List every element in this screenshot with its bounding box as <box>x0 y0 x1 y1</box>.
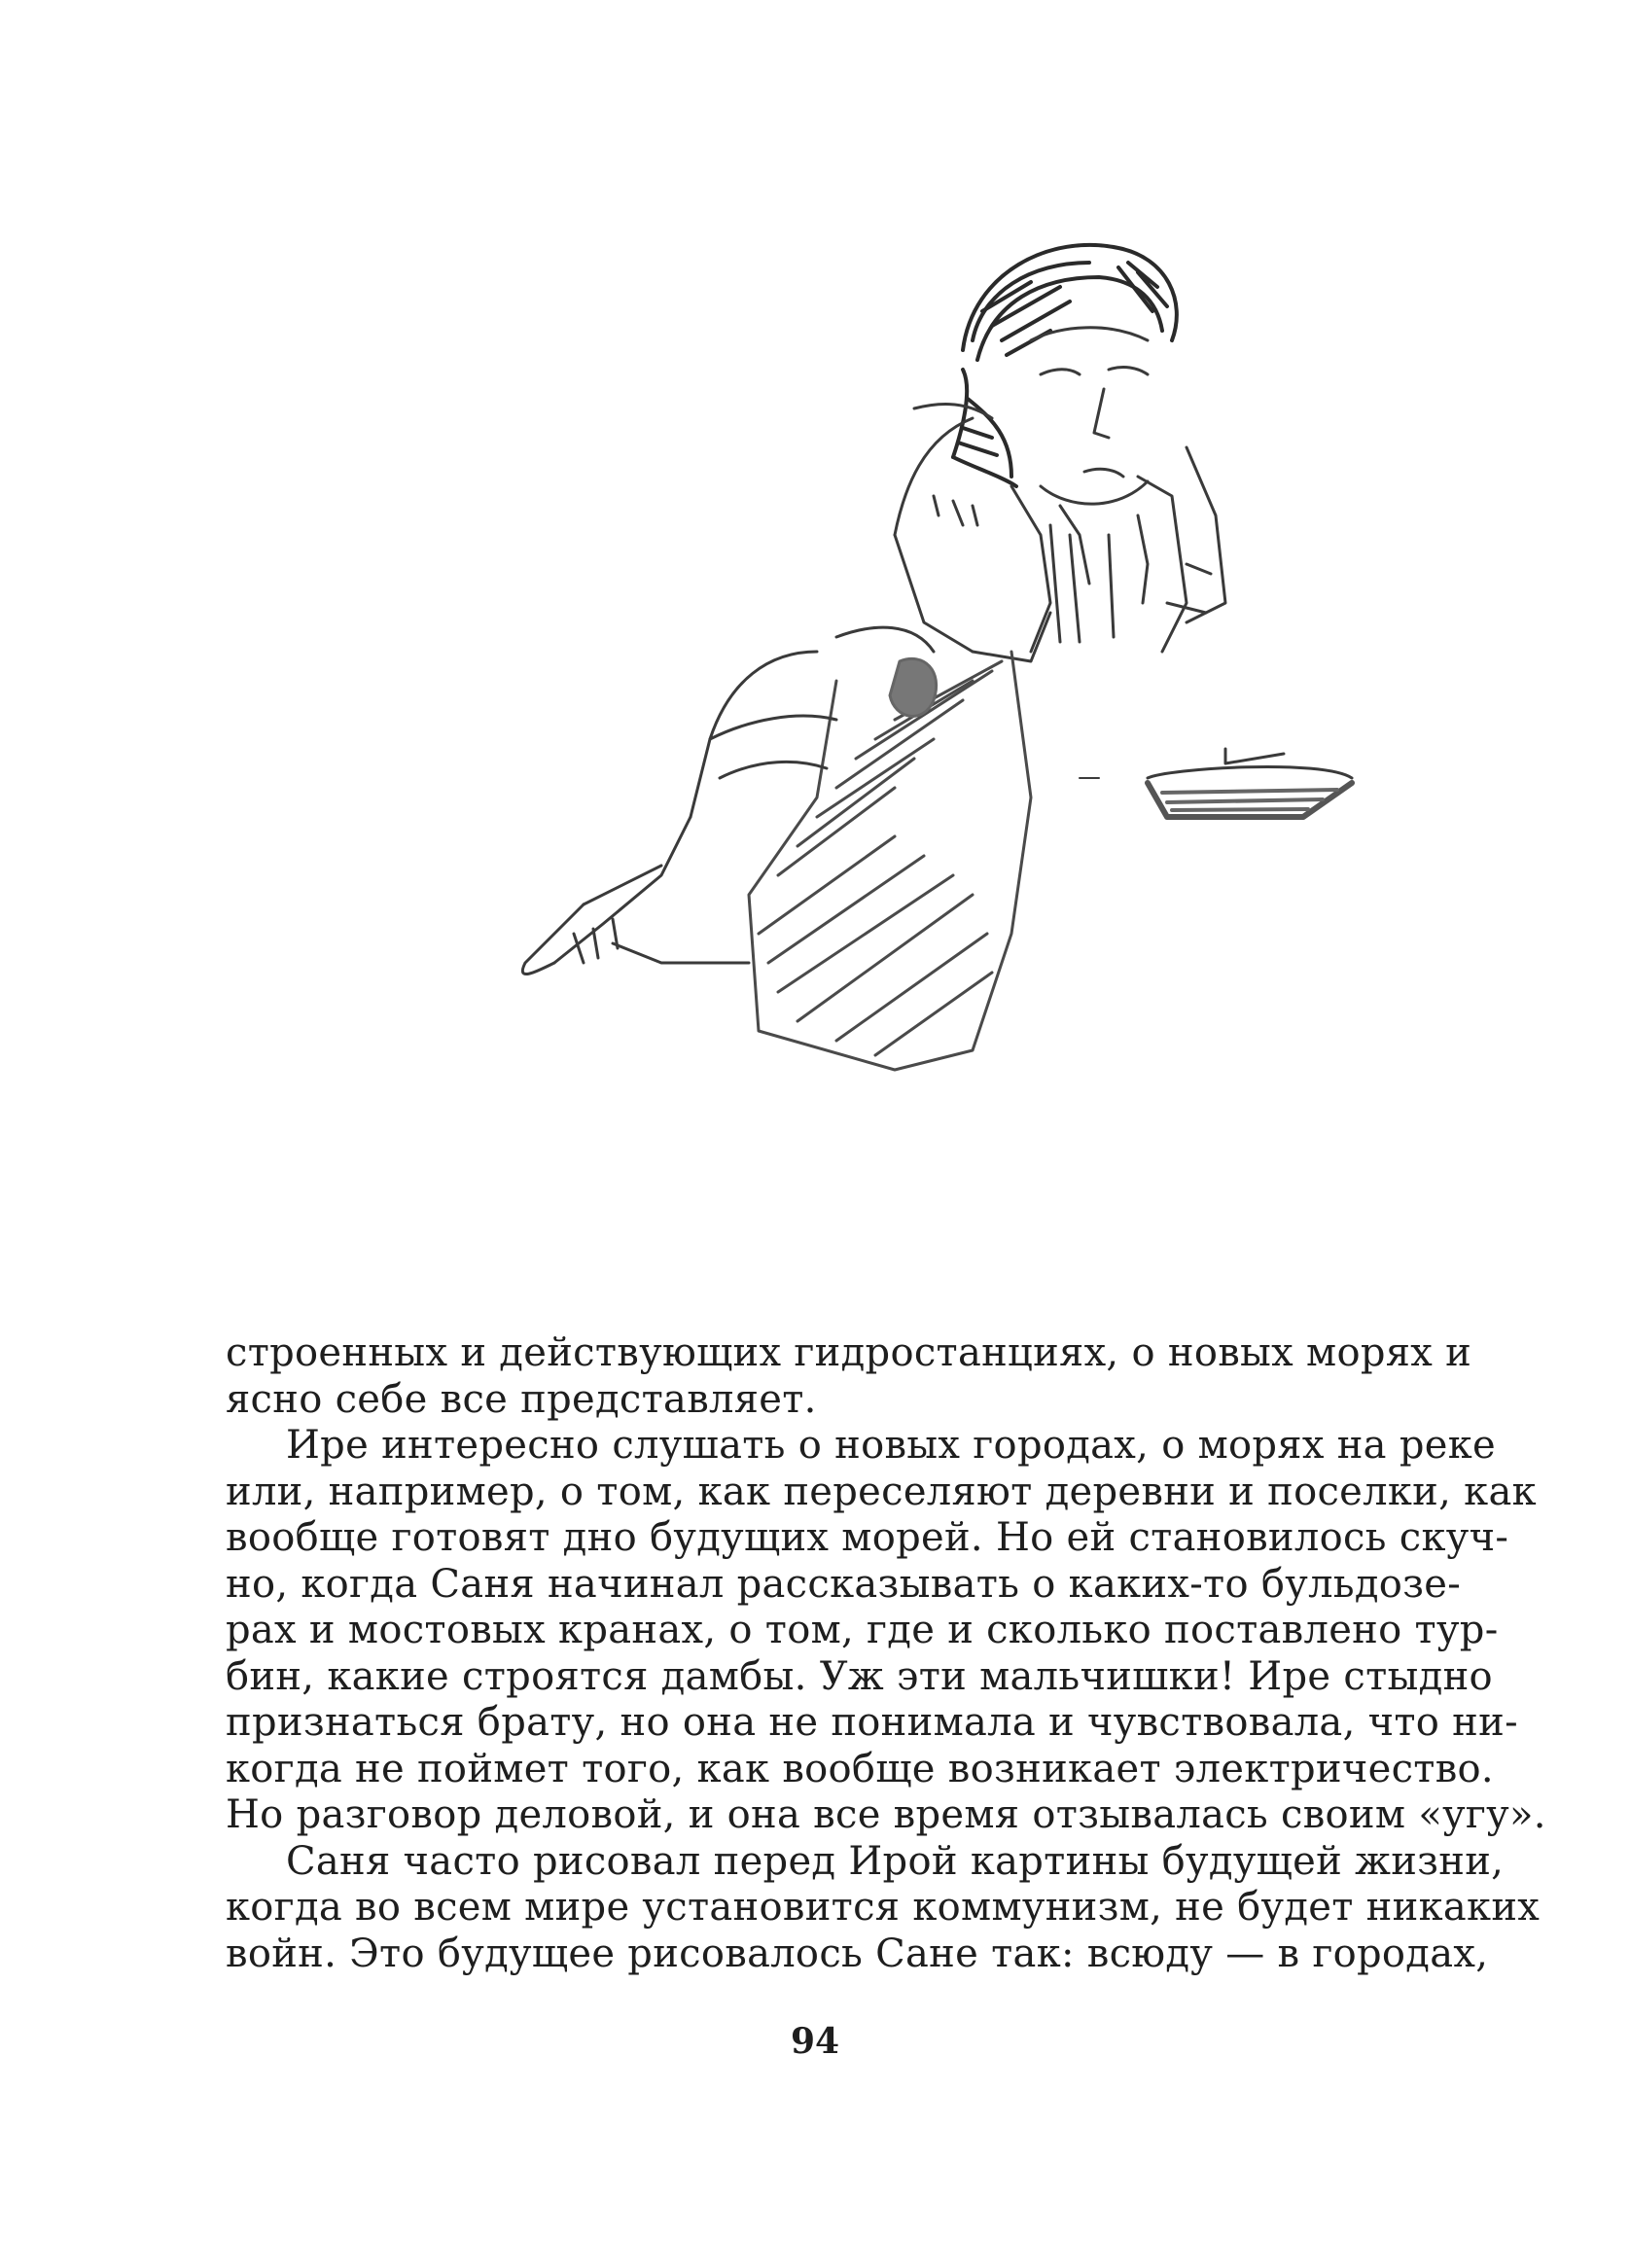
text-line: строенных и действующих гидростанциях, о новых морях и <box>226 1330 1472 1375</box>
text-line: Саня часто рисовал перед Ирой картины будущей жизни, <box>286 1838 1505 1884</box>
dress-dark-spot <box>890 658 937 716</box>
text-line: бин, какие строятся дамбы. Уж эти мальчишки! Ире стыдно <box>226 1653 1493 1699</box>
text-line: когда не поймет того, как вообще возникает электричество. <box>226 1746 1494 1791</box>
illustration-girl-kneeling <box>292 195 1410 1264</box>
text-line: но, когда Саня начинал рассказывать о каких-то бульдозе- <box>226 1561 1462 1607</box>
text-line: когда во всем мире установится коммунизм, не будет никаких <box>226 1885 1541 1930</box>
legs-sketch <box>522 627 934 974</box>
face-sketch <box>1031 328 1148 504</box>
text-line: Но разговор деловой, и она все время отзывалась своим «угу». <box>226 1792 1546 1837</box>
body-text <box>226 1330 1546 1977</box>
text-line: Ире интересно слушать о новых городах, о морях на реке <box>286 1423 1496 1468</box>
text-line: войн. Это будущее рисовалось Сане так: всюду — в городах, <box>226 1931 1489 1976</box>
text-line: рах и мостовых кранах, о том, где и сколько поставлено тур- <box>226 1608 1499 1652</box>
hair-sketch <box>953 245 1177 486</box>
page-number: 94 <box>790 2021 840 2062</box>
dress-shading <box>749 652 1031 1070</box>
text-line: вообще готовят дно будущих морей. Но ей становилось скуч- <box>226 1515 1509 1560</box>
text-line: признаться брату, но она не понимала и чувствовала, что ни- <box>226 1700 1518 1745</box>
tray-sketch <box>1148 749 1352 817</box>
text-line: или, например, о том, как переселяют деревни и поселки, как <box>226 1469 1537 1514</box>
text-line: ясно себе все представляет. <box>226 1376 817 1422</box>
